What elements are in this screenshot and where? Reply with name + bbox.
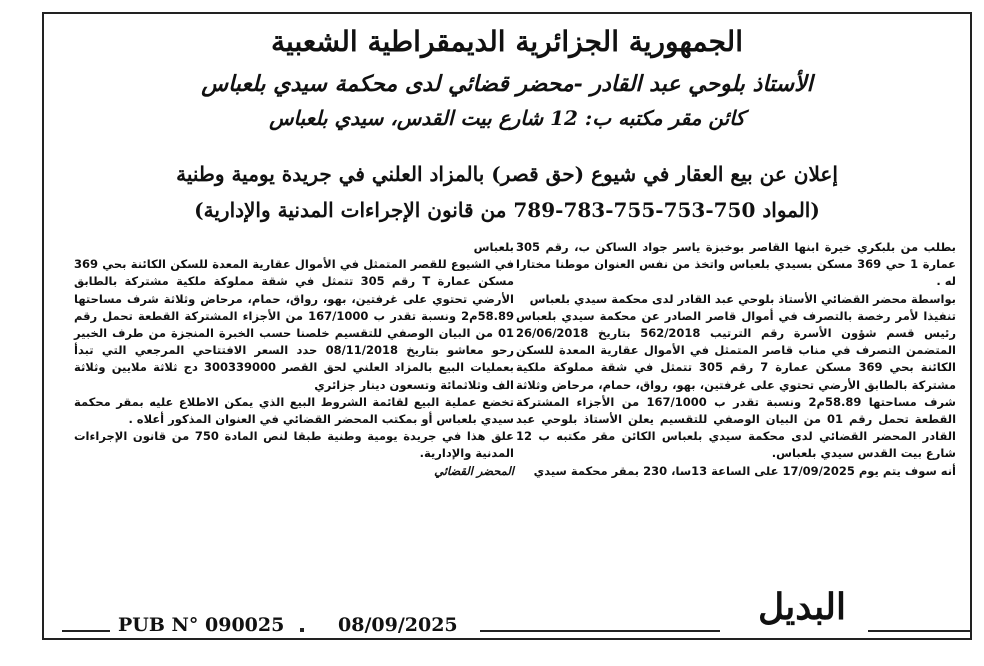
header [44,22,970,134]
left-column [74,239,514,480]
notice-heading-line-1: إعلان عن بيع العقار في شيوع (حق قصر) بالمزاد العلني في جريدة يومية وطنية [176,162,838,186]
right-column [516,239,956,480]
signature: المحضر القضائي [434,463,514,478]
paragraph: أنه سوف يتم يوم 17/09/2025 على الساعة 13سا، 230 بمقر محكمة سيدي [533,463,956,478]
pub-number: PUB N° 090025 [118,614,285,636]
paragraph: تنفيذا لأمر رخصة بالتصرف في أموال قاصر الصادر عن محكمة سيدي بلعباس رئيس قسم شؤون الأسرة رقم الترتيب 562/2018 بتاريخ 26/06/2018 المتضمن التصرف في مناب قاصر المتمثل في الأموال عقارية المعدة للسكن الكائنة بحي 369 مسكن عمارة 7 رقم 305 تتمثل في شقة مملوكة ملكية مشتركة بالطابق الأرضي تحتوي على غرفتين، بهو، رواق، حمام، مرحاض وثلاثة شرف مساحتها 58.89م2 ونسبة تقدر ب 167/1000 من الأجزاء المشتركة القطعة تحمل رقم 01 من البيان الوصفي للتقسيم يعلن الأستاذ بلوحي عبد القادر المحضر القضائي لدى محكمة سيدي بلعباس الكائن مقر مكتبه ب 12 شارع بيت القدس سيدي بلعباس. [516,308,957,461]
newspaper-logo: البديل [757,586,846,628]
paragraph: بلعباس [473,240,514,254]
footer-rule-left [62,630,110,632]
notice-heading [44,156,970,228]
paragraph: تخضع عملية البيع لقائمة الشروط البيع الذي يمكن الاطلاع عليه بمقر محكمة سيدي بلعباس أو بمكتب المحضر القضائي في العنوان المذكور أعلاه . [74,394,514,427]
notice-heading-line-2: (المواد 750-753-755-783-789 من قانون الإجراءات المدنية والإدارية) [194,198,820,222]
body-columns [74,239,956,594]
paragraph: في الشيوع للقصر المتمثل في الأموال عقارية المعدة للسكن الكائنة بحي 369 مسكن عمارة T رقم 305 تتمثل في شقة مملوكة ملكية مشتركة بالطابق الأرضي تحتوي على غرفتين، بهو، رواق، حمام، مرحاض وثلاثة شرف مساحتها 58.89م2 ونسبة تقدر ب 167/1000 من الأجزاء المشتركة القطعة تحمل رقم 01 من البيان الوصفي للتقسيم خلصنا حسب الخبرة المنجزة من طرف الخبير رحو معاشو بتاريخ 08/11/2018 حدد السعر الافتتاحي المرجعي التي تبدأ بعمليات البيع بالمزاد العلني لحق القصر 300339000 دج ثلاثة ملايين وثلاثة الف وثلاثمائة وتسعون دينار جزائري [74,257,514,392]
paragraph: بطلب من بلبكري خيرة ابنها القاصر بوخبزة ياسر جواد الساكن ب، رقم 305 عمارة 1 حي 369 مسكن بسيدي بلعباس واتخذ من نفس العنوان موطنا مختارا له . [516,240,957,289]
publication-date: 08/09/2025 [338,614,458,636]
republic-title: الجمهورية الجزائرية الديمقراطية الشعبية [270,25,743,58]
bailiff-name-line: الأستاذ بلوحي عبد القادر -محضر قضائي لدى محكمة سيدي بلعباس [201,71,813,97]
paragraph: علق هذا في جريدة يومية وطنية طبقا لنص المادة 750 من قانون الإجراءات المدنية والإدارية. [74,429,514,461]
footer-rule-right [480,630,720,632]
office-address-line: كائن مقر مكتبه ب: 12 شارع بيت القدس، سيدي بلعباس [269,106,745,130]
notice-frame [42,12,972,640]
footer-rule-end [868,630,972,632]
separator-dot [300,628,304,632]
paragraph: بواسطة محضر القضائي الأستاذ بلوحي عبد القادر لدى محكمة سيدي بلعباس [529,291,956,306]
